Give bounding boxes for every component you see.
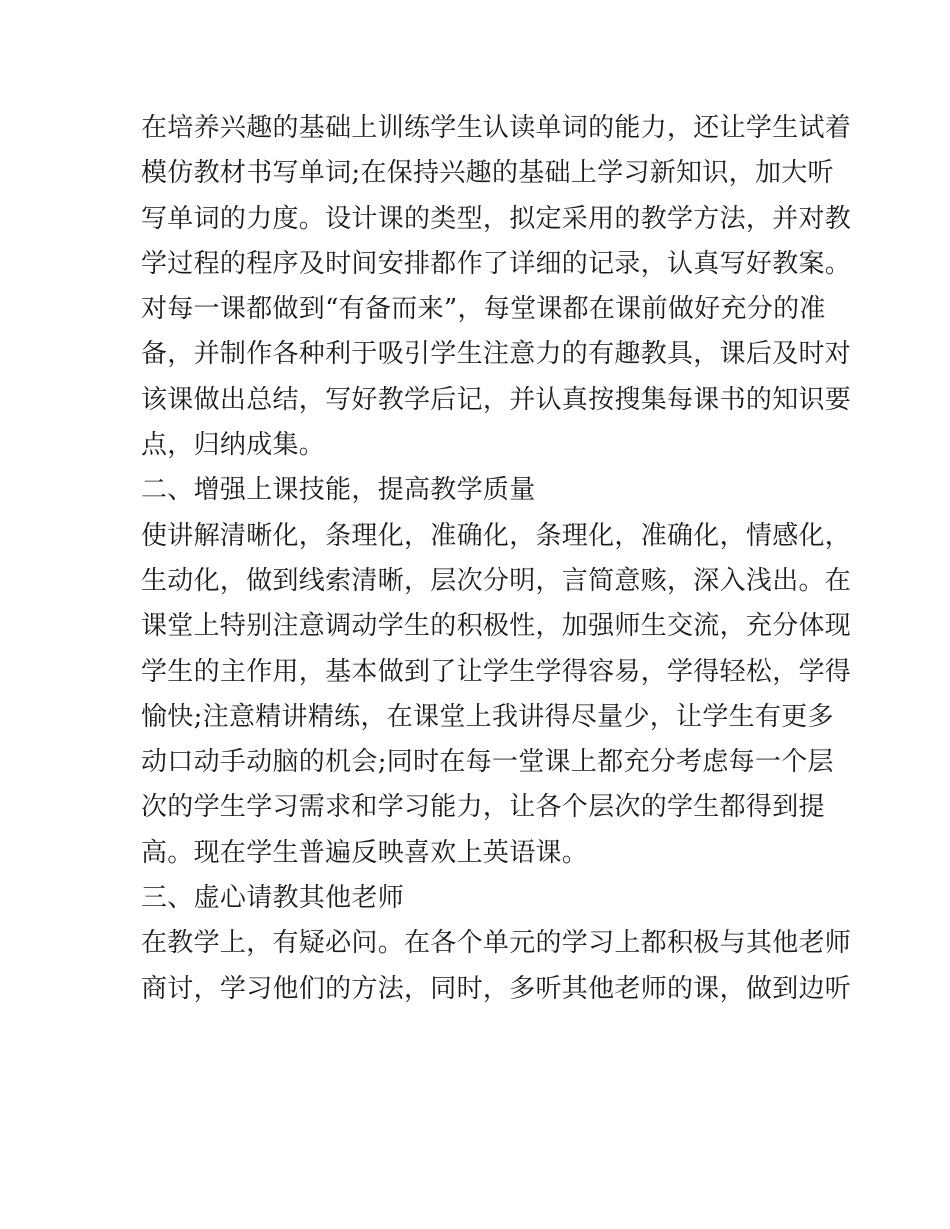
document-body [141, 106, 852, 1012]
body-text-line: 在培养兴趣的基础上训练学生认读单词的能力，还让学生试着 [141, 113, 852, 143]
section-heading: 二、增强上课技能，提高教学质量 [141, 475, 536, 506]
body-text-line: 点，归纳成集。 [141, 430, 326, 461]
body-text-line: 模仿教材书写单词;在保持兴趣的基础上学习新知识，加大听 [141, 158, 834, 189]
body-text-line: 愉快;注意精讲精练，在课堂上我讲得尽量少，让学生有更多 [141, 701, 834, 732]
body-text-line: 学过程的程序及时间安排都作了详细的记录，认真写好教案。 [141, 248, 852, 279]
body-text-line: 使讲解清晰化，条理化，准确化，条理化，准确化，情感化， [141, 520, 852, 551]
body-text-line: 该课做出总结，写好教学后记，并认真按搜集每课书的知识要 [141, 384, 852, 415]
body-text-line: 商讨，学习他们的方法，同时，多听其他老师的课，做到边听 [141, 973, 852, 1004]
body-text-line: 动口动手动脑的机会;同时在每一堂课上都充分考虑每一个层 [141, 747, 834, 778]
body-text-line: 学生的主作用，基本做到了让学生学得容易，学得轻松，学得 [141, 656, 852, 687]
body-text-line: 备，并制作各种利于吸引学生注意力的有趣教具，课后及时对 [141, 339, 852, 370]
body-text-line: 生动化，做到线索清晰，层次分明，言简意赅，深入浅出。在 [141, 565, 852, 596]
body-text-line: 写单词的力度。设计课的类型，拟定采用的教学方法，并对教 [141, 203, 852, 234]
body-text-line: 在教学上，有疑必问。在各个单元的学习上都积极与其他老师 [141, 928, 852, 959]
body-text-line: 课堂上特别注意调动学生的积极性，加强师生交流，充分体现 [141, 611, 852, 642]
body-text-line: 对每一课都做到“有备而来”，每堂课都在课前做好充分的准 [141, 294, 826, 325]
body-text-line: 高。现在学生普遍反映喜欢上英语课。 [141, 837, 589, 868]
body-text-line: 次的学生学习需求和学习能力，让各个层次的学生都得到提 [141, 792, 825, 823]
section-heading: 三、虚心请教其他老师 [141, 883, 405, 914]
